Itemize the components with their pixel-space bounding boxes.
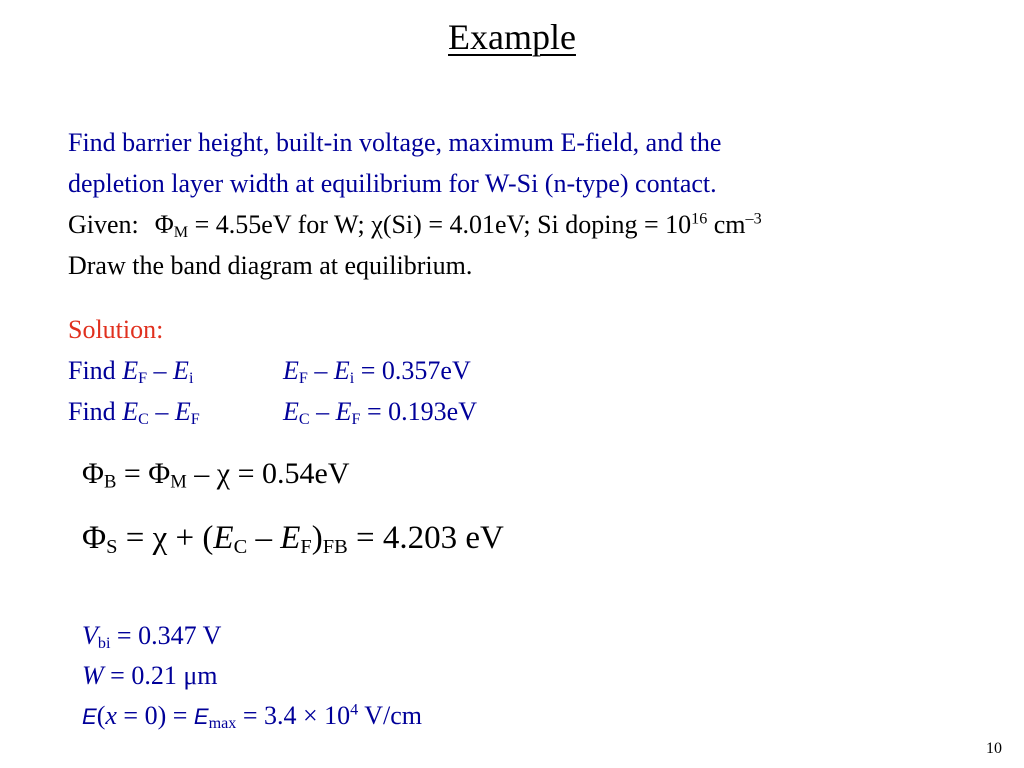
x-symbol: x: [105, 701, 117, 730]
minus-sign: –: [309, 397, 336, 426]
field-symbol: E: [82, 704, 97, 729]
e-subscript: C: [138, 411, 149, 429]
phi-subscript: M: [173, 224, 189, 242]
phi-subscript: M: [170, 471, 187, 493]
e-subscript: F: [138, 370, 148, 388]
minus-sign: –: [307, 356, 334, 385]
phi-symbol: Φ: [154, 210, 174, 239]
solution-row-ef-ei: [68, 350, 477, 391]
doping-unit: cm: [707, 210, 746, 239]
solution-heading: Solution:: [68, 315, 164, 344]
e-symbol: E: [122, 356, 139, 385]
barrier-height-value: = 0.54eV: [230, 457, 350, 490]
open-paren: (: [96, 701, 106, 730]
x-zero-equals: = 0) =: [116, 701, 194, 730]
equals-sign: =: [116, 457, 149, 490]
e-symbol: E: [174, 397, 191, 426]
fb-subscript: FB: [322, 536, 348, 559]
find-label: Find: [68, 356, 123, 385]
solution-row-ec-ef: [68, 391, 477, 432]
work-function-value: = 4.203 eV: [347, 520, 504, 556]
given-label: Given:: [68, 210, 139, 239]
e-subscript: C: [298, 411, 310, 429]
solution-block: [68, 309, 477, 432]
phi-subscript: B: [103, 471, 117, 493]
unit-exponent: –3: [745, 210, 762, 228]
chi-symbol: χ: [152, 520, 168, 556]
results-block: [82, 616, 422, 736]
problem-line-1: Find barrier height, built-in voltage, maximum E-field, and the: [68, 128, 722, 157]
field-exponent: 4: [350, 701, 359, 719]
e-symbol: E: [280, 520, 301, 556]
doping-exponent: 16: [691, 210, 708, 228]
e-symbol: E: [213, 520, 234, 556]
v-symbol: V: [82, 621, 98, 650]
e-symbol: E: [283, 356, 299, 385]
phim-value: = 4.55eV for W;: [188, 210, 372, 239]
e-subscript: i: [349, 370, 355, 388]
slide-title: Example: [448, 17, 576, 57]
e-subscript: C: [233, 536, 248, 559]
depletion-width-value: = 0.21 μm: [103, 661, 218, 690]
problem-statement: [68, 122, 762, 286]
phi-symbol: Φ: [148, 457, 171, 490]
chi-symbol: χ: [216, 457, 231, 490]
e-subscript: F: [190, 411, 200, 429]
equals-sign: =: [117, 520, 153, 556]
plus-sign: + (: [167, 520, 214, 556]
phi-symbol: Φ: [82, 520, 107, 556]
max-field-result: [82, 696, 422, 736]
chi-value: (Si) = 4.01eV; Si doping = 10: [382, 210, 692, 239]
e-symbol: E: [333, 356, 350, 385]
max-subscript: max: [208, 715, 237, 733]
field-symbol: E: [193, 704, 209, 729]
problem-line-4: Draw the band diagram at equilibrium.: [68, 251, 473, 280]
barrier-height-equation: [82, 457, 349, 491]
max-field-value: = 3.4 × 10: [236, 701, 351, 730]
problem-line-2: depletion layer width at equilibrium for W-Si (n-type) contact.: [68, 169, 717, 198]
semiconductor-work-function-equation: [82, 520, 504, 557]
depletion-width-result: [82, 656, 422, 696]
e-subscript: F: [300, 536, 312, 559]
ef-ei-value: = 0.357eV: [354, 356, 471, 385]
e-symbol: E: [173, 356, 189, 385]
page-number: 10: [986, 740, 1002, 757]
problem-given-line: [68, 204, 762, 245]
e-symbol: E: [335, 397, 352, 426]
minus-sign: –: [247, 520, 281, 556]
w-symbol: W: [82, 661, 104, 690]
ec-ef-value: = 0.193eV: [360, 397, 477, 426]
e-subscript: i: [188, 370, 194, 388]
field-unit: V/cm: [358, 701, 423, 730]
phi-subscript: S: [106, 536, 118, 559]
phi-symbol: Φ: [82, 457, 104, 490]
find-label: Find: [68, 397, 123, 426]
chi-symbol: χ: [371, 210, 383, 239]
minus-sign: –: [148, 397, 175, 426]
e-symbol: E: [283, 397, 299, 426]
close-paren: ): [311, 520, 323, 556]
e-subscript: F: [351, 411, 361, 429]
builtin-voltage-result: [82, 616, 422, 656]
builtin-voltage-value: = 0.347 V: [110, 621, 222, 650]
minus-sign: –: [147, 356, 174, 385]
e-subscript: F: [298, 370, 308, 388]
minus-sign: –: [186, 457, 217, 490]
v-subscript: bi: [97, 635, 111, 653]
e-symbol: E: [122, 397, 139, 426]
